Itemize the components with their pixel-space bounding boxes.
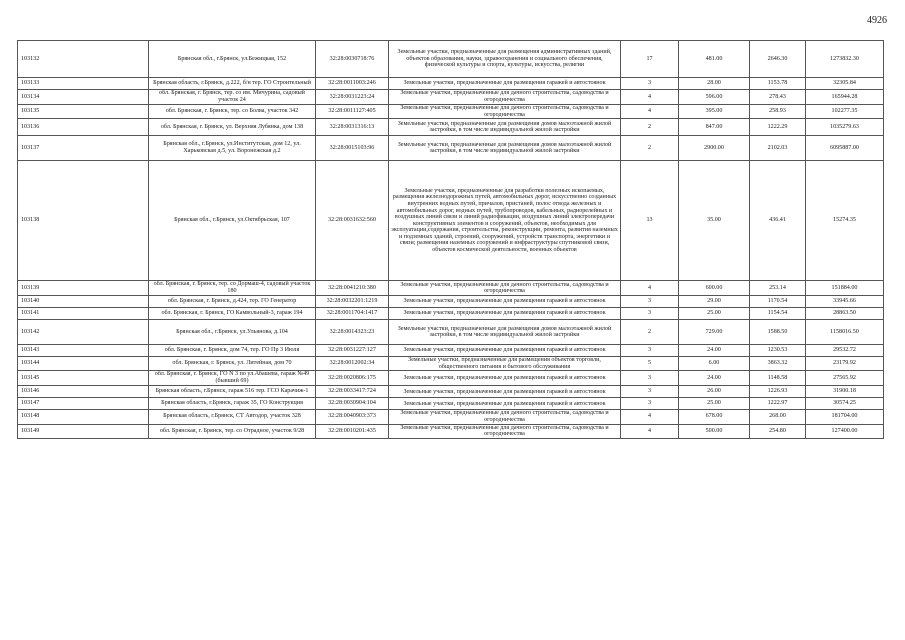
row-cadastral-rate: 268.00 xyxy=(750,410,806,424)
row-address: Брянская обл., г.Брянск, ул.Ульянова, д.104 xyxy=(149,320,316,345)
row-cadastral-rate: 2646.30 xyxy=(750,41,806,78)
row-number: 103138 xyxy=(18,161,149,281)
row-number: 103137 xyxy=(18,136,149,161)
table-row xyxy=(18,398,884,410)
row-area: 25.00 xyxy=(679,398,750,410)
row-number: 103139 xyxy=(18,281,149,296)
row-cadastral-number: 32:28:0033417:724 xyxy=(316,386,389,398)
row-area: 596.00 xyxy=(679,90,750,105)
row-cadastral-rate: 2102.03 xyxy=(750,136,806,161)
table-row xyxy=(18,386,884,398)
row-land-use: Земельные участки, предназначенные для размещения гаражей и автостоянок xyxy=(389,345,621,357)
row-land-use: Земельные участки, предназначенные для дачного строительства, садоводства и огородничества xyxy=(389,410,621,424)
row-land-use: Земельные участки, предназначенные для дачного строительства, садоводства и огородничества xyxy=(389,424,621,438)
row-cadastral-rate: 258.93 xyxy=(750,105,806,119)
table-row xyxy=(18,357,884,371)
row-land-use: Земельные участки, предназначенные для размещения гаражей и автостоянок xyxy=(389,308,621,320)
row-cadastral-rate: 1230.53 xyxy=(750,345,806,357)
row-address: Брянская область, г.Брянск, СТ Автодор, участок 328 xyxy=(149,410,316,424)
table-row xyxy=(18,281,884,296)
row-number: 103146 xyxy=(18,386,149,398)
row-number: 103143 xyxy=(18,345,149,357)
row-cadastral-number: 32:28:0010201:435 xyxy=(316,424,389,438)
row-land-use: Земельные участки, предназначенные для размещения гаражей и автостоянок xyxy=(389,78,621,90)
row-land-use: Земельные участки, предназначенные для размещения домов малоэтажной жилой застройки, в том числе индивидуальной жилой застройки xyxy=(389,136,621,161)
row-cadastral-number: 32:28:0015103:96 xyxy=(316,136,389,161)
row-cadastral-rate: 278.43 xyxy=(750,90,806,105)
row-use-code: 4 xyxy=(621,410,679,424)
row-cadastral-rate: 1222.97 xyxy=(750,398,806,410)
row-cadastral-value: 29532.72 xyxy=(806,345,884,357)
row-address: Брянская обл., г.Брянск, ул.Институтская, дом 12, ул. Харьковская д.5, ул. Воронежская д.2 xyxy=(149,136,316,161)
row-use-code: 4 xyxy=(621,90,679,105)
row-number: 103132 xyxy=(18,41,149,78)
row-cadastral-rate: 1226.93 xyxy=(750,386,806,398)
row-number: 103135 xyxy=(18,105,149,119)
row-address: обл. Брянская, г. Брянск, д.424, тер. ГО Генератор xyxy=(149,296,316,308)
row-cadastral-value: 165944.28 xyxy=(806,90,884,105)
row-cadastral-rate: 436.41 xyxy=(750,161,806,281)
row-cadastral-number: 32:28:0011127:405 xyxy=(316,105,389,119)
row-cadastral-value: 32305.84 xyxy=(806,78,884,90)
row-use-code: 3 xyxy=(621,398,679,410)
row-address: обл. Брянская, г. Брянск, тер. со Болва, участок 342 xyxy=(149,105,316,119)
table-row xyxy=(18,105,884,119)
row-area: 481.00 xyxy=(679,41,750,78)
table-row xyxy=(18,320,884,345)
row-area: 28.00 xyxy=(679,78,750,90)
row-use-code: 3 xyxy=(621,345,679,357)
row-address: обл. Брянская, г. Брянск, ул. Верхняя Лубянка, дом 138 xyxy=(149,119,316,136)
row-area: 24.00 xyxy=(679,371,750,386)
row-area: 395.00 xyxy=(679,105,750,119)
row-cadastral-value: 127400.00 xyxy=(806,424,884,438)
table-row xyxy=(18,78,884,90)
row-number: 103134 xyxy=(18,90,149,105)
registry-rows xyxy=(18,41,884,439)
row-cadastral-number: 32:28:0030904:104 xyxy=(316,398,389,410)
row-number: 103136 xyxy=(18,119,149,136)
row-cadastral-number: 32:28:0011003:246 xyxy=(316,78,389,90)
row-land-use: Земельные участки, предназначенные для размещения домов малоэтажной жилой застройки, в том числе индивидуальной жилой застройки xyxy=(389,119,621,136)
row-use-code: 5 xyxy=(621,357,679,371)
row-address: обл. Брянская, г. Брянск, тер. со Отрадное, участок 9/28 xyxy=(149,424,316,438)
row-address: обл. Брянская, г. Брянск, тер. со Дормаш-4, садовый участок 180 xyxy=(149,281,316,296)
row-address: обл. Брянская, г. Брянск, ГО Камвольный-3, гараж 194 xyxy=(149,308,316,320)
row-cadastral-number: 32:28:0031316:13 xyxy=(316,119,389,136)
row-cadastral-value: 30574.25 xyxy=(806,398,884,410)
row-cadastral-value: 23179.92 xyxy=(806,357,884,371)
row-cadastral-number: 32:28:0031223:24 xyxy=(316,90,389,105)
row-cadastral-value: 1035279.63 xyxy=(806,119,884,136)
row-land-use: Земельные участки, предназначенные для дачного строительства, садоводства и огородничества xyxy=(389,90,621,105)
row-land-use: Земельные участки, предназначенные для размещения гаражей и автостоянок xyxy=(389,296,621,308)
row-cadastral-number: 32:28:0012002:34 xyxy=(316,357,389,371)
table-row xyxy=(18,90,884,105)
row-address: обл. Брянская, г. Брянск, ул. Литейная, дом 70 xyxy=(149,357,316,371)
row-land-use: Земельные участки, предназначенные для размещения объектов торговли, общественного питания и бытового обслуживания xyxy=(389,357,621,371)
table-row xyxy=(18,161,884,281)
row-use-code: 3 xyxy=(621,296,679,308)
row-use-code: 4 xyxy=(621,105,679,119)
registry-table xyxy=(17,40,884,439)
row-area: 6.00 xyxy=(679,357,750,371)
row-land-use: Земельные участки, предназначенные для дачного строительства, садоводства и огородничества xyxy=(389,105,621,119)
table-row xyxy=(18,136,884,161)
row-cadastral-number: 32:28:0020806:175 xyxy=(316,371,389,386)
row-cadastral-number: 32:28:0011704:1417 xyxy=(316,308,389,320)
row-cadastral-value: 28863.50 xyxy=(806,308,884,320)
row-use-code: 3 xyxy=(621,371,679,386)
table-row xyxy=(18,371,884,386)
row-cadastral-rate: 3863.32 xyxy=(750,357,806,371)
row-land-use: Земельные участки, предназначенные для размещения домов малоэтажной жилой застройки, в том числе индивидуальной жилой застройки xyxy=(389,320,621,345)
table-row xyxy=(18,308,884,320)
row-use-code: 3 xyxy=(621,386,679,398)
row-number: 103140 xyxy=(18,296,149,308)
table-row xyxy=(18,296,884,308)
table-row xyxy=(18,424,884,438)
row-number: 103133 xyxy=(18,78,149,90)
row-area: 24.00 xyxy=(679,345,750,357)
row-area: 29.00 xyxy=(679,296,750,308)
row-address: обл. Брянская, г. Брянск, ГО N 3 по ул.Абашева, гараж №49 (бывший 69) xyxy=(149,371,316,386)
row-use-code: 2 xyxy=(621,119,679,136)
row-number: 103149 xyxy=(18,424,149,438)
row-area: 35.00 xyxy=(679,161,750,281)
row-use-code: 17 xyxy=(621,41,679,78)
row-use-code: 13 xyxy=(621,161,679,281)
row-area: 500.00 xyxy=(679,424,750,438)
row-area: 2900.00 xyxy=(679,136,750,161)
row-use-code: 3 xyxy=(621,78,679,90)
row-cadastral-rate: 1154.54 xyxy=(750,308,806,320)
row-use-code: 2 xyxy=(621,320,679,345)
row-cadastral-rate: 253.14 xyxy=(750,281,806,296)
table-row xyxy=(18,41,884,78)
row-number: 103142 xyxy=(18,320,149,345)
row-cadastral-rate: 1588.50 xyxy=(750,320,806,345)
row-land-use: Земельные участки, предназначенные для размещения административных зданий, объектов образования, науки, здравоохранения и социального обеспечения, физической культуры и спорта, культуры, искусства, религии xyxy=(389,41,621,78)
row-address: обл. Брянская, г. Брянск, дом 74, тер. ГО Пр 3 Июля xyxy=(149,345,316,357)
row-use-code: 3 xyxy=(621,308,679,320)
row-area: 26.00 xyxy=(679,386,750,398)
table-row xyxy=(18,410,884,424)
row-cadastral-rate: 1170.54 xyxy=(750,296,806,308)
row-cadastral-value: 15274.35 xyxy=(806,161,884,281)
row-land-use: Земельные участки, предназначенные для разработки полезных ископаемых, размещения железнодорожных путей, автомобильных дорог, искусственно созданных внутренних водных путей, причалов, пристаней, полос отвода железных и автомобильных дорог, водных путей, трубопроводов, кабельных, радиорелейных и воздушных линий связи и линий радиофикации, воздушных линий электропередачи конструктивных элементов и сооружений, объектов, необходимых для эксплуатации,содержания, строительства, реконструкции, ремонта, развития наземных и подземных зданий, строений, сооружений, устройств транспорта, энергетики и связи; размещения наземных сооружений и инфраструктуры спутниковой связи, объектов космической деятельности, военных объектов xyxy=(389,161,621,281)
row-cadastral-number: 32:28:0014323:23 xyxy=(316,320,389,345)
row-cadastral-number: 32:28:0031632:560 xyxy=(316,161,389,281)
row-number: 103145 xyxy=(18,371,149,386)
row-land-use: Земельные участки, предназначенные для дачного строительства, садоводства и огородничества xyxy=(389,281,621,296)
row-use-code: 4 xyxy=(621,281,679,296)
row-address: обл. Брянская, г. Брянск, тер. со им. Мичурина, садовый участок 24 xyxy=(149,90,316,105)
row-address: Брянская область, г.Брянск, гараж 516 тер. ГСО Карачиж-1 xyxy=(149,386,316,398)
row-cadastral-rate: 254.80 xyxy=(750,424,806,438)
row-land-use: Земельные участки, предназначенные для размещения гаражей и автостоянок xyxy=(389,386,621,398)
row-use-code: 4 xyxy=(621,424,679,438)
row-number: 103148 xyxy=(18,410,149,424)
row-land-use: Земельные участки, предназначенные для размещения гаражей и автостоянок xyxy=(389,398,621,410)
row-address: Брянская обл., г.Брянск, ул.Бежицкая, 152 xyxy=(149,41,316,78)
row-area: 600.00 xyxy=(679,281,750,296)
row-cadastral-number: 32:28:0032201:1219 xyxy=(316,296,389,308)
row-cadastral-number: 32:28:0030718:76 xyxy=(316,41,389,78)
table-row xyxy=(18,119,884,136)
row-area: 729.00 xyxy=(679,320,750,345)
row-cadastral-value: 151884.00 xyxy=(806,281,884,296)
row-cadastral-value: 102277.35 xyxy=(806,105,884,119)
row-address: Брянская область, г.Брянск, д.222, б/н тер. ГО Строительный xyxy=(149,78,316,90)
row-land-use: Земельные участки, предназначенные для размещения гаражей и автостоянок xyxy=(389,371,621,386)
row-cadastral-rate: 1153.78 xyxy=(750,78,806,90)
row-area: 847.00 xyxy=(679,119,750,136)
row-number: 103147 xyxy=(18,398,149,410)
row-area: 25.00 xyxy=(679,308,750,320)
row-number: 103141 xyxy=(18,308,149,320)
row-address: Брянская область, г.Брянск, гараж 35, ГО Конструкция xyxy=(149,398,316,410)
row-cadastral-value: 6095887.00 xyxy=(806,136,884,161)
row-address: Брянская обл., г.Брянск, ул.Октябрьская, 107 xyxy=(149,161,316,281)
row-cadastral-value: 1273832.30 xyxy=(806,41,884,78)
row-cadastral-value: 27565.92 xyxy=(806,371,884,386)
row-cadastral-value: 181704.00 xyxy=(806,410,884,424)
row-cadastral-number: 32:28:0031227:127 xyxy=(316,345,389,357)
table-row xyxy=(18,345,884,357)
row-cadastral-number: 32:28:0041210:380 xyxy=(316,281,389,296)
row-cadastral-value: 1158016.50 xyxy=(806,320,884,345)
row-number: 103144 xyxy=(18,357,149,371)
row-use-code: 2 xyxy=(621,136,679,161)
row-area: 678.00 xyxy=(679,410,750,424)
row-cadastral-rate: 1148.58 xyxy=(750,371,806,386)
page-number: 4926 xyxy=(867,15,887,26)
row-cadastral-value: 33945.66 xyxy=(806,296,884,308)
row-cadastral-number: 32:28:0040903:373 xyxy=(316,410,389,424)
row-cadastral-rate: 1222.29 xyxy=(750,119,806,136)
row-cadastral-value: 31900.18 xyxy=(806,386,884,398)
